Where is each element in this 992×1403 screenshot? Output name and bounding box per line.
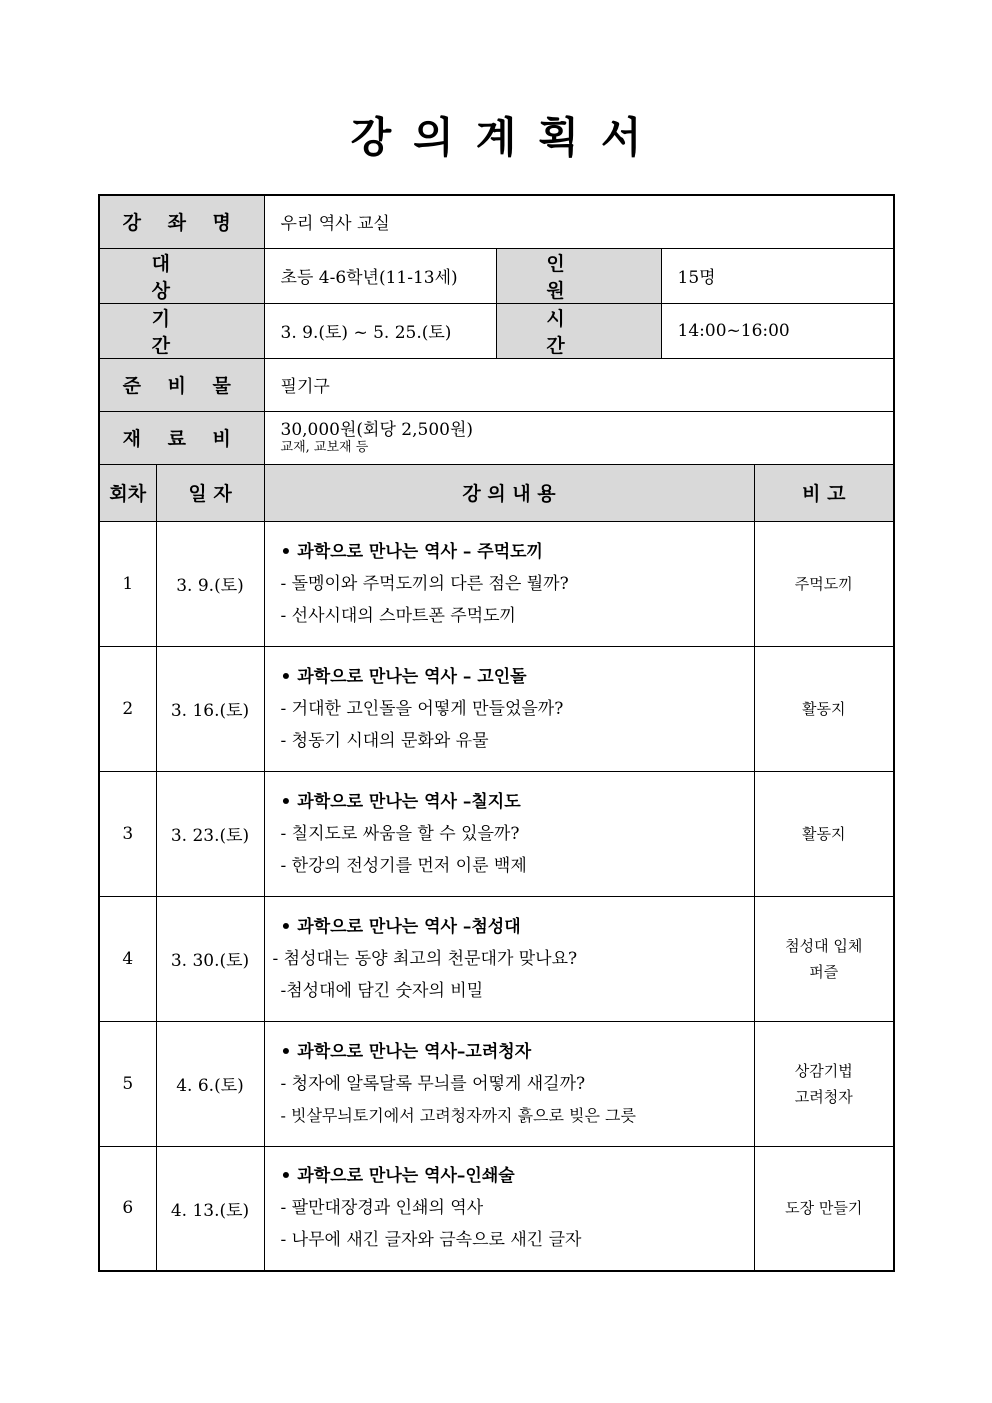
fee-value: 30,000원(회당 2,500원) bbox=[280, 419, 474, 440]
session-content bbox=[264, 521, 754, 646]
target-label: 대 상 bbox=[99, 248, 264, 303]
session-content bbox=[264, 1146, 754, 1271]
page-title: 강의계획서 bbox=[350, 113, 664, 162]
session-number: 1 bbox=[99, 521, 156, 646]
session-remarks bbox=[754, 1146, 894, 1271]
session-remarks bbox=[754, 521, 894, 646]
fee-cell bbox=[264, 411, 894, 464]
session-content bbox=[264, 1021, 754, 1146]
session-topic: • 과학으로 만나는 역사–인쇄술 bbox=[280, 1166, 515, 1187]
remarks-line: 활동지 bbox=[802, 824, 846, 843]
session-line: - 한강의 전성기를 먼저 이룬 백제 bbox=[280, 855, 527, 876]
time-label: 시 간 bbox=[496, 303, 661, 358]
remarks-line: 고려청자 bbox=[794, 1087, 853, 1106]
remarks-line: 활동지 bbox=[802, 699, 846, 718]
session-date: 3. 9.(토) bbox=[156, 521, 264, 646]
session-line: - 거대한 고인돌을 어떻게 만들었을까? bbox=[280, 698, 564, 719]
session-remarks bbox=[754, 1021, 894, 1146]
session-line: - 청자에 알록달록 무늬를 어떻게 새길까? bbox=[280, 1073, 586, 1094]
period-label: 기 간 bbox=[99, 303, 264, 358]
session-number: 6 bbox=[99, 1146, 156, 1271]
session-topic: • 과학으로 만나는 역사–고려청자 bbox=[280, 1041, 532, 1062]
supplies-label: 준 비 물 bbox=[99, 358, 264, 411]
remarks-line: 주먹도끼 bbox=[794, 574, 853, 593]
capacity-value: 15명 bbox=[661, 248, 894, 303]
remarks-line: 퍼즐 bbox=[809, 962, 839, 981]
period-value: 3. 9.(토) ~ 5. 25.(토) bbox=[264, 303, 496, 358]
session-line: - 팔만대장경과 인쇄의 역사 bbox=[280, 1198, 484, 1219]
table-row bbox=[99, 646, 894, 771]
session-date: 3. 30.(토) bbox=[156, 896, 264, 1021]
session-number: 5 bbox=[99, 1021, 156, 1146]
header-content: 강 의 내 용 bbox=[264, 464, 754, 521]
capacity-label: 인 원 bbox=[496, 248, 661, 303]
session-number: 3 bbox=[99, 771, 156, 896]
session-remarks bbox=[754, 771, 894, 896]
session-content bbox=[264, 896, 754, 1021]
session-remarks bbox=[754, 646, 894, 771]
time-value: 14:00~16:00 bbox=[661, 303, 894, 358]
session-remarks bbox=[754, 896, 894, 1021]
session-topic: • 과학으로 만나는 역사 – 고인돌 bbox=[280, 666, 527, 687]
supplies-value: 필기구 bbox=[264, 358, 894, 411]
session-topic: • 과학으로 만나는 역사 – 주먹도끼 bbox=[280, 541, 543, 562]
table-row bbox=[99, 896, 894, 1021]
table-row bbox=[99, 771, 894, 896]
course-value: 우리 역사 교실 bbox=[264, 195, 894, 248]
session-line: - 돌멩이와 주먹도끼의 다른 점은 뭘까? bbox=[280, 573, 569, 594]
session-line: - 나무에 새긴 글자와 금속으로 새긴 글자 bbox=[280, 1230, 582, 1251]
table-row bbox=[99, 521, 894, 646]
session-content bbox=[264, 646, 754, 771]
session-content bbox=[264, 771, 754, 896]
fee-label: 재 료 비 bbox=[99, 411, 264, 464]
session-date: 4. 13.(토) bbox=[156, 1146, 264, 1271]
lecture-plan-table bbox=[98, 194, 895, 1272]
session-line: - 청동기 시대의 문화와 유물 bbox=[280, 730, 489, 751]
session-date: 4. 6.(토) bbox=[156, 1021, 264, 1146]
table-row bbox=[99, 1146, 894, 1271]
table-row bbox=[99, 1021, 894, 1146]
session-line: - 칠지도로 싸움을 할 수 있을까? bbox=[280, 823, 520, 844]
header-remarks: 비 고 bbox=[754, 464, 894, 521]
session-topic: • 과학으로 만나는 역사 –칠지도 bbox=[280, 791, 521, 812]
fee-note: 교재, 교보재 등 bbox=[280, 439, 369, 455]
session-line: - 선사시대의 스마트폰 주먹도끼 bbox=[280, 605, 516, 626]
session-date: 3. 23.(토) bbox=[156, 771, 264, 896]
course-label: 강 좌 명 bbox=[99, 195, 264, 248]
session-line: - 빗살무늬토기에서 고려청자까지 흙으로 빚은 그릇 bbox=[280, 1105, 636, 1125]
header-session: 회차 bbox=[99, 464, 156, 521]
session-topic: • 과학으로 만나는 역사 –첨성대 bbox=[280, 916, 521, 937]
session-line: - 첨성대는 동양 최고의 천문대가 맞나요? bbox=[272, 948, 578, 969]
target-value: 초등 4-6학년(11-13세) bbox=[264, 248, 496, 303]
session-line: -첨성대에 담긴 숫자의 비밀 bbox=[280, 980, 484, 1001]
session-number: 2 bbox=[99, 646, 156, 771]
session-number: 4 bbox=[99, 896, 156, 1021]
remarks-line: 도장 만들기 bbox=[785, 1199, 863, 1218]
header-date: 일 자 bbox=[156, 464, 264, 521]
remarks-line: 첨성대 입체 bbox=[785, 936, 863, 955]
session-date: 3. 16.(토) bbox=[156, 646, 264, 771]
remarks-line: 상감기법 bbox=[794, 1061, 853, 1080]
